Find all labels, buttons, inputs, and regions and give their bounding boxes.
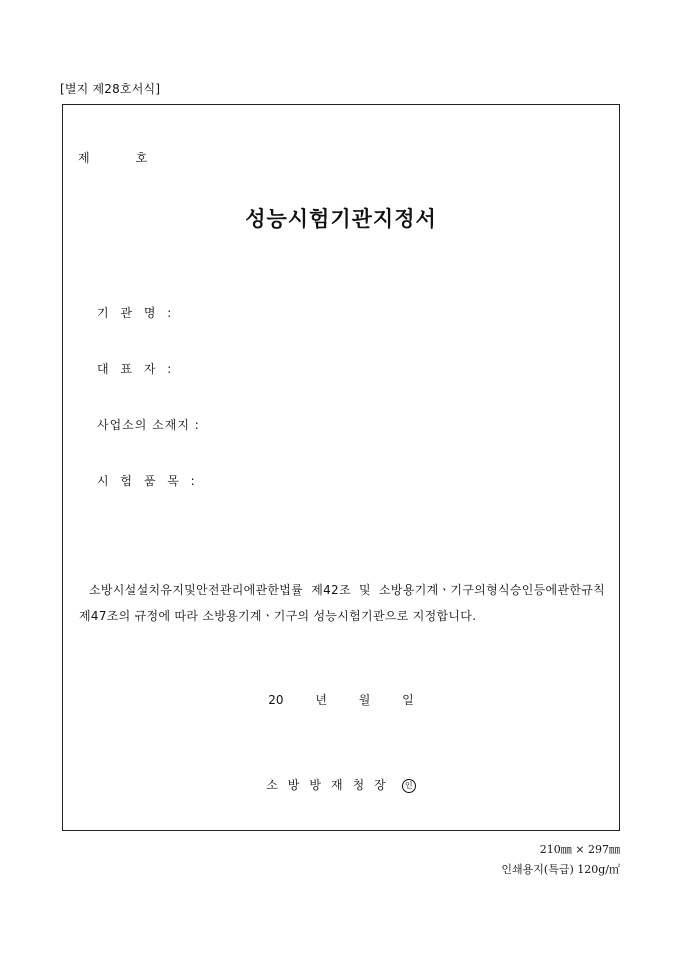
number-prefix: 제 <box>78 151 90 165</box>
field-institution-name <box>97 304 172 321</box>
field-test-items <box>97 472 196 489</box>
paper-spec: 인쇄용지(특급) 120g/㎡ <box>501 863 620 876</box>
date-day-unit: 일 <box>402 693 414 707</box>
issuer-signature <box>63 776 619 793</box>
form-number-label: [별지 제28호서식] <box>60 82 161 96</box>
document-number-line <box>78 149 147 166</box>
issuer-name: 소방방재청장 <box>266 778 396 792</box>
seal-icon: 인 <box>402 779 416 793</box>
paper-size: 210㎜ × 297㎜ <box>539 843 620 856</box>
issue-date <box>63 691 619 708</box>
designation-statement: 소방시설설치유지및안전관리에관한법률 제42조 및 소방용기계ㆍ기구의형식승인등에관한규칙 제47조의 규정에 따라 소방용기계ㆍ기구의 성능시험기관으로 지정합니다. <box>79 583 605 623</box>
field-business-address <box>97 416 200 433</box>
document-title: 성능시험기관지정서 <box>245 206 437 231</box>
field-label: 시 험 품 목 : <box>97 474 196 488</box>
date-month-unit: 월 <box>358 693 371 707</box>
certificate-frame <box>62 104 620 831</box>
field-label: 대 표 자 : <box>97 362 173 376</box>
date-year-unit: 년 <box>315 693 327 707</box>
date-year: 20 <box>268 693 284 707</box>
field-label: 기 관 명 : <box>97 306 173 320</box>
number-suffix: 호 <box>135 151 148 165</box>
field-representative <box>97 360 172 377</box>
field-label: 사업소의 소재지 : <box>97 418 200 432</box>
